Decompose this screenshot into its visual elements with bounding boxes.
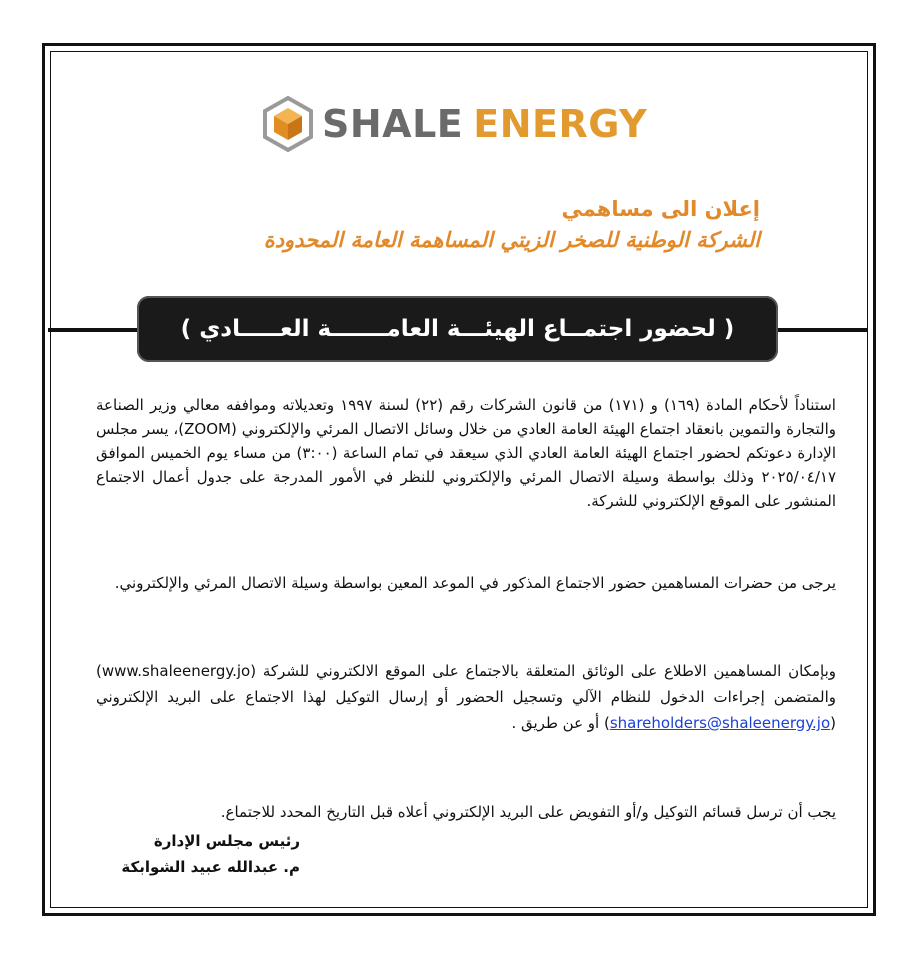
- paragraph-proxy-deadline: يجب أن ترسل قسائم التوكيل و/أو التفويض على البريد الإلكتروني أعلاه قبل التاريخ المحدد للاجتماع.: [220, 803, 836, 821]
- company-logo: [262, 93, 647, 155]
- signature-name: م. عبدالله عبيد الشوابكة: [121, 858, 300, 876]
- logo-wordmark: [322, 102, 647, 146]
- paragraph-documents: [96, 658, 836, 736]
- banner-rule-right: [776, 328, 868, 332]
- paragraph-documents-part-b: ) أو عن طريق .: [511, 714, 610, 732]
- banner-rule-left: [48, 328, 140, 332]
- logo-word-energy: ENERGY: [473, 102, 648, 146]
- meeting-banner: [137, 296, 778, 362]
- shareholders-email-link[interactable]: shareholders@shaleenergy.jo: [609, 714, 831, 732]
- logo-word-shale: SHALE: [322, 102, 464, 146]
- company-name-heading: الشركة الوطنية للصخر الزيتي المساهمة العامة المحدودة: [263, 228, 760, 252]
- paragraph-documents-part-a: وبإمكان المساهمين الاطلاع على الوثائق المتعلقة بالاجتماع على الموقع الالكتروني للشركة (www.shaleenergy.jo) والمتضمن إجراءات الدخول للنظام الآلي وتسجيل الحضور أو إرسال التوكيل لهذا الاجتماع على البريد الإلكتروني (: [96, 662, 836, 732]
- meeting-banner-text: ( لحضور اجتمــاع الهيئـــة العامـــــــة العـــــادي ): [180, 316, 735, 342]
- paragraph-attendance-request: يرجى من حضرات المساهمين حضور الاجتماع المذكور في الموعد المعين بواسطة وسيلة الاتصال المرئي والإلكتروني.: [114, 574, 836, 592]
- announcement-heading: إعلان الى مساهمي: [561, 197, 760, 221]
- paragraph-legal-basis: استناداً لأحكام المادة (١٦٩) و (١٧١) من قانون الشركات رقم (٢٢) لسنة ١٩٩٧ وتعديلاته ومواففه معالي وزير الصناعة والتجارة والتموين بانعقاد اجتماع الهيئة العامة العادي من خلال وسائل الاتصال المرئي والإلكتروني (ZOOM)، يسر مجلس الإدارة دعوتكم لحضور اجتماع الهيئة العامة العادي الذي سيعقد في تمام الساعة (٣:٠٠) من مساء يوم الخميس الموافق ٢٠٢٥/٠٤/١٧ وذلك بواسطة وسيلة الاتصال المرئي والإلكتروني للنظر في الأمور المدرجة على جدول أعمال الاجتماع المنشور على الموقع الإلكتروني للشركة.: [96, 396, 836, 510]
- signature-title: رئيس مجلس الإدارة: [153, 832, 300, 850]
- hexagon-cube-icon: [262, 96, 314, 152]
